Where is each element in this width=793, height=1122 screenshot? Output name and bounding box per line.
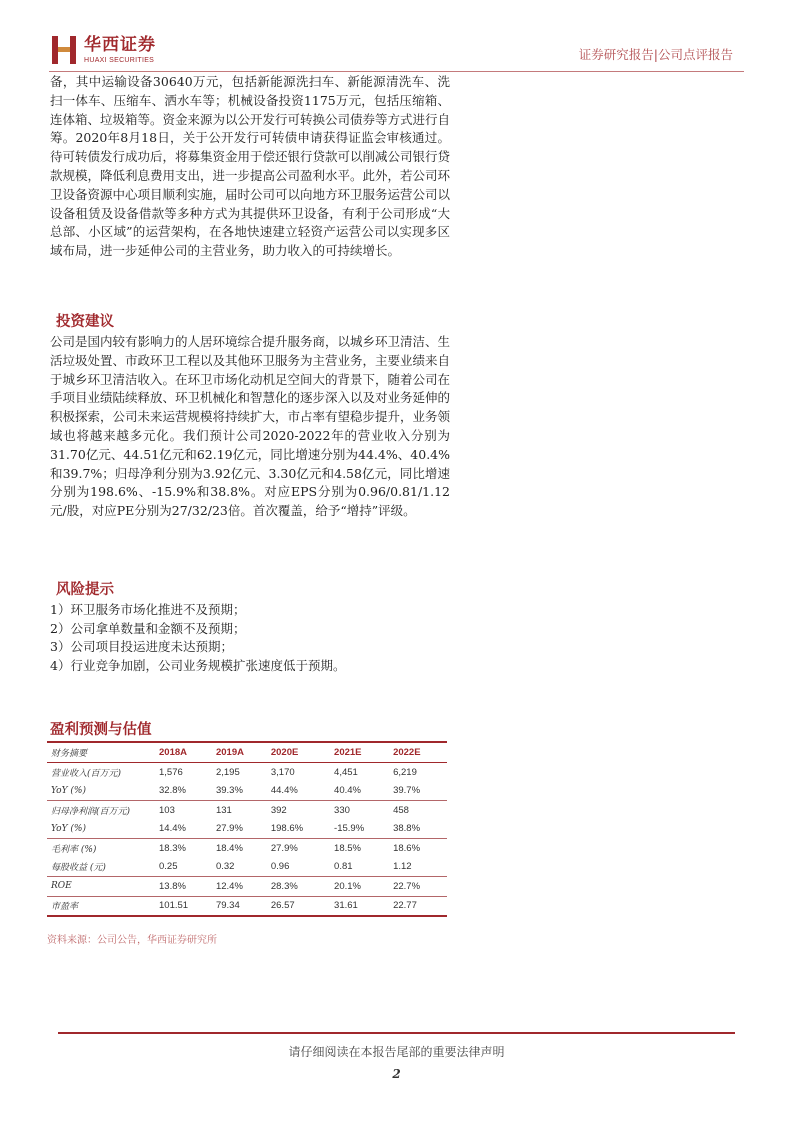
table-header-label: 财务摘要 — [51, 749, 88, 759]
year-header: 2022E — [393, 747, 421, 758]
row-value: 38.8% — [393, 823, 421, 835]
row-label: 归母净利润(百万元) — [51, 806, 131, 817]
row-label: YoY (%) — [51, 785, 86, 796]
row-value: 44.4% — [270, 785, 298, 797]
logo-chinese-name: 华西证券 — [84, 34, 156, 55]
row-label: 每股收益 (元) — [51, 863, 106, 874]
row-value: 39.7% — [393, 785, 421, 797]
huaxi-logo-icon — [52, 36, 78, 64]
row-value: 3,170 — [270, 766, 295, 778]
row-value: 20.1% — [334, 880, 361, 892]
row-value: 18.5% — [334, 842, 361, 854]
row-value: 28.3% — [270, 880, 298, 892]
table-row — [47, 839, 447, 858]
logo-english-name: HUAXI SECURITIES — [84, 56, 155, 64]
table-row — [47, 763, 447, 782]
year-header: 2018A — [159, 747, 187, 758]
table-row — [47, 820, 447, 839]
table-source: 资料来源：公司公告，华西证券研究所 — [47, 935, 217, 946]
row-value: 12.4% — [215, 880, 243, 892]
row-value: 103 — [159, 804, 175, 816]
table-row — [47, 782, 447, 801]
risk-item: 1）环卫服务市场化推进不及预期； — [50, 602, 246, 617]
row-value: 32.8% — [159, 785, 186, 797]
header-divider — [49, 71, 744, 72]
footer-disclaimer: 请仔细阅读在本报告尾部的重要法律声明 — [288, 1045, 505, 1059]
table-row — [47, 896, 447, 916]
row-value: -15.9% — [334, 823, 365, 835]
row-label: ROE — [51, 881, 72, 892]
table-row — [47, 877, 447, 897]
risk-item: 4）行业竞争加剧，公司业务规模扩张速度低于预期。 — [50, 657, 346, 673]
report-type-label: 证券研究报告|公司点评报告 — [578, 47, 733, 62]
row-value: 330 — [334, 804, 350, 816]
row-value: 0.81 — [334, 861, 353, 873]
row-value: 14.4% — [159, 823, 186, 835]
row-value: 13.8% — [159, 880, 186, 892]
row-value: 31.61 — [334, 900, 358, 912]
row-value: 101.51 — [159, 900, 189, 912]
row-label: 市盈率 — [51, 902, 79, 913]
row-value: 0.96 — [270, 861, 290, 873]
investment-title: 投资建议 — [56, 314, 114, 330]
row-value: 4,451 — [334, 766, 358, 778]
row-value: 40.4% — [334, 785, 361, 797]
row-value: 6,219 — [393, 766, 417, 778]
table-row — [47, 801, 447, 820]
row-value: 2,195 — [215, 766, 240, 778]
year-header: 2019A — [215, 747, 244, 758]
row-value: 18.4% — [215, 842, 243, 854]
row-label: 营业收入(百万元) — [51, 768, 122, 779]
row-value: 27.9% — [215, 823, 243, 835]
page-number: 2 — [392, 1067, 401, 1081]
intro-section — [50, 73, 450, 261]
row-value: 22.77 — [393, 900, 417, 912]
row-value: 1,576 — [159, 766, 183, 778]
row-label: YoY (%) — [51, 823, 86, 834]
company-logo — [52, 36, 156, 64]
investment-section — [50, 310, 450, 521]
row-label: 毛利率 (%) — [51, 844, 97, 855]
row-value: 26.57 — [270, 900, 295, 912]
row-value: 198.6% — [270, 823, 304, 835]
row-value: 18.3% — [159, 842, 186, 854]
risk-item: 3）公司项目投运进度未达预期； — [50, 639, 233, 654]
row-value: 39.3% — [215, 785, 243, 797]
footer-divider — [58, 1032, 735, 1034]
risk-title: 风险提示 — [56, 582, 114, 598]
row-value: 18.6% — [393, 842, 421, 854]
risk-section — [50, 578, 450, 675]
row-value: 22.7% — [393, 880, 421, 892]
table-row — [47, 858, 447, 877]
row-value: 458 — [393, 804, 409, 816]
row-value: 392 — [270, 804, 287, 816]
intro-paragraph: 备，其中运输设备30640万元，包括新能源洗扫车、新能源清洗车、洗扫一体车、压缩车、洒水车等；机械设备投资1175万元，包括压缩箱、连体箱、垃圾箱等。资金来源为以公开发行可转换公司债券等方式进行自筹。2020年8月18日，关于公开发行可转债申请获得证监会审核通过。待可转债发行成功后，将募集资金用于偿还银行贷款可以削减公司银行贷款规模，降低利息费用支出，进一步提高公司盈利水平。此外，若公司环卫设备资源中心项目顺利实施，届时公司可以向地方环卫服务运营公司以设备租赁及设备借款等多种方式为其提供环卫设备，有利于公司形成“大总部、小区域”的运营架构，在各地快速建立轻资产运营公司以实现多区域布局，进一步延伸公司的主营业务，助力收入的可持续增长。 — [50, 74, 451, 259]
table-header-row — [47, 742, 447, 763]
year-header: 2021E — [334, 747, 362, 758]
forecast-table — [47, 741, 447, 917]
row-value: 1.12 — [393, 861, 412, 873]
row-value: 79.34 — [215, 900, 240, 912]
investment-paragraph: 公司是国内较有影响力的人居环境综合提升服务商，以城乡环卫清洁、生活垃圾处置、市政环卫工程以及其他环卫服务为主营业务，主要业绩来自于城乡环卫清洁收入。在环卫市场化动机足空间大的背景下，随着公司在手项目业绩陆续释放、环卫机械化和智慧化的逐步深入以及对业务延伸的积极探索，公司未来运营规模将持续扩大，市占率有望稳步提升，业务领域也将越来越多元化。我们预计公司2020-2022年的营业收入分别为31.70亿元、44.51亿元和62.19亿元，同比增速分别为44.4%、40.4%和39.7%；归母净利分别为3.92亿元、3.30亿元和4.58亿元，同比增速分别为198.6%、-15.9%和38.8%。对应EPS分别为0.96/0.81/1.12元/股，对应PE分别为27/32/23倍。首次覆盖，给予“增持”评级。 — [50, 334, 451, 519]
row-value: 0.32 — [215, 861, 235, 873]
row-value: 131 — [215, 804, 232, 816]
row-value: 0.25 — [159, 861, 178, 873]
risk-item: 2）公司拿单数量和金额不及预期； — [50, 620, 246, 636]
year-header: 2020E — [270, 747, 299, 758]
row-value: 27.9% — [270, 842, 298, 854]
forecast-table-title: 盈利预测与估值 — [50, 722, 152, 738]
